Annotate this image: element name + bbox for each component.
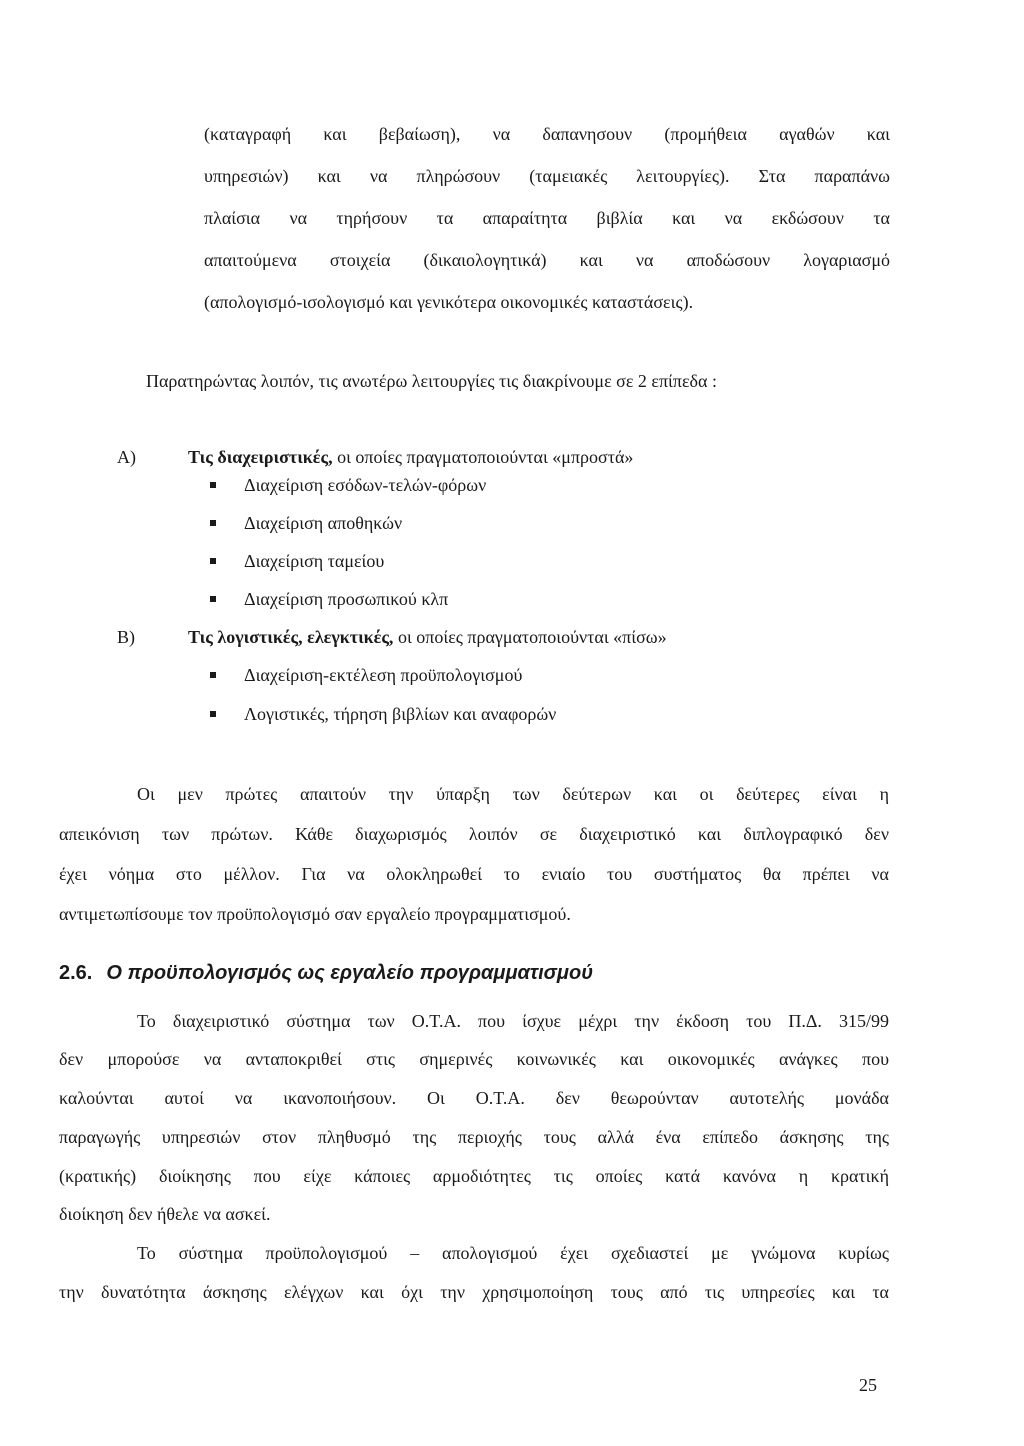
bullet-icon xyxy=(210,711,216,717)
paragraph-2-line-3: έχει νόημα στο μέλλον. Για να ολοκληρωθεί το ενιαίο του συστήματος θα πρέπει να xyxy=(59,864,889,884)
paragraph-3-line-5: (κρατικής) διοίκησης που είχε κάποιες αρμοδιότητες τις οποίες κατά κανόνα η κρατική xyxy=(59,1166,889,1186)
paragraph-1-line-5: (απολογισμό-ισολογισμό και γενικότερα οικονομικές καταστάσεις). xyxy=(204,292,694,312)
group-a-title-bold: Τις διαχειριστικές, xyxy=(188,447,333,467)
group-a-item-3: Διαχείριση ταμείου xyxy=(244,551,385,571)
bullet-icon xyxy=(210,672,216,678)
group-a-title-rest: οι οποίες πραγματοποιούνται «μπροστά» xyxy=(332,447,634,467)
paragraph-4-line-2: την δυνατότητα άσκησης ελέγχων και όχι την χρησιμοποίηση τους από τις υπηρεσίες και τα xyxy=(59,1282,889,1302)
group-b-title-bold: Τις λογιστικές, ελεγκτικές, xyxy=(188,627,394,647)
intro-text: Παρατηρώντας λοιπόν, τις ανωτέρω λειτουργίες τις διακρίνουμε σε 2 επίπεδα : xyxy=(146,371,717,391)
bullet-icon xyxy=(210,558,216,564)
page-number: 25 xyxy=(859,1375,877,1395)
group-b-item-2: Λογιστικές, τήρηση βιβλίων και αναφορών xyxy=(244,704,557,724)
group-b-label: Β) xyxy=(117,627,135,647)
group-b-title xyxy=(188,626,667,648)
group-a-title xyxy=(188,446,633,468)
group-a-item-4: Διαχείριση προσωπικού κλπ xyxy=(244,589,449,609)
bullet-icon xyxy=(210,520,216,526)
paragraph-3-line-1: Το διαχειριστικό σύστημα των Ο.Τ.Α. που ίσχυε μέχρι την έκδοση του Π.Δ. 315/99 xyxy=(137,1011,889,1031)
bullet-icon xyxy=(210,482,216,488)
group-b-title-rest: οι οποίες πραγματοποιούνται «πίσω» xyxy=(393,627,667,647)
section-heading xyxy=(59,960,593,986)
paragraph-1-line-1: (καταγραφή και βεβαίωση), να δαπανησουν (προμήθεια αγαθών και xyxy=(204,124,890,144)
bullet-icon xyxy=(210,596,216,602)
paragraph-4-line-1: Το σύστημα προϋπολογισμού – απολογισμού έχει σχεδιαστεί με γνώμονα κυρίως xyxy=(137,1243,889,1263)
paragraph-2-line-1: Οι μεν πρώτες απαιτούν την ύπαρξη των δεύτερων και οι δεύτερες είναι η xyxy=(137,784,889,804)
paragraph-1-line-3: πλαίσια να τηρήσουν τα απαραίτητα βιβλία και να εκδώσουν τα xyxy=(204,208,890,228)
paragraph-2-line-2: απεικόνιση των πρώτων. Κάθε διαχωρισμός λοιπόν σε διαχειριστικό και διπλογραφικό δεν xyxy=(59,824,889,844)
group-a-item-2: Διαχείριση αποθηκών xyxy=(244,513,403,533)
paragraph-3-line-3: καλούνται αυτοί να ικανοποιήσουν. Οι Ο.Τ.Α. δεν θεωρούνταν αυτοτελής μονάδα xyxy=(59,1088,889,1108)
paragraph-3-line-2: δεν μπορούσε να ανταποκριθεί στις σημερινές κοινωνικές και οικονομικές ανάγκες που xyxy=(59,1049,889,1069)
group-a-item-1: Διαχείριση εσόδων-τελών-φόρων xyxy=(244,475,487,495)
paragraph-1-line-4: απαιτούμενα στοιχεία (δικαιολογητικά) και να αποδώσουν λογαριασμό xyxy=(204,250,890,270)
section-number: 2.6. xyxy=(59,962,93,984)
paragraph-1-line-2: υπηρεσιών) και να πληρώσουν (ταμειακές λειτουργίες). Στα παραπάνω xyxy=(204,166,890,186)
section-title: Ο προϋπολογισμός ως εργαλείο προγραμματισμού xyxy=(106,962,594,984)
paragraph-3-line-6: διοίκηση δεν ήθελε να ασκεί. xyxy=(59,1204,271,1224)
paragraph-2-line-4: αντιμετωπίσουμε τον προϋπολογισμό σαν εργαλείο προγραμματισμού. xyxy=(59,904,571,924)
group-a-label: Α) xyxy=(117,447,136,467)
paragraph-3-line-4: παραγωγής υπηρεσιών στον πληθυσμό της περιοχής τους αλλά ένα επίπεδο άσκησης της xyxy=(59,1127,889,1147)
group-b-item-1: Διαχείριση-εκτέλεση προϋπολογισμού xyxy=(244,665,523,685)
